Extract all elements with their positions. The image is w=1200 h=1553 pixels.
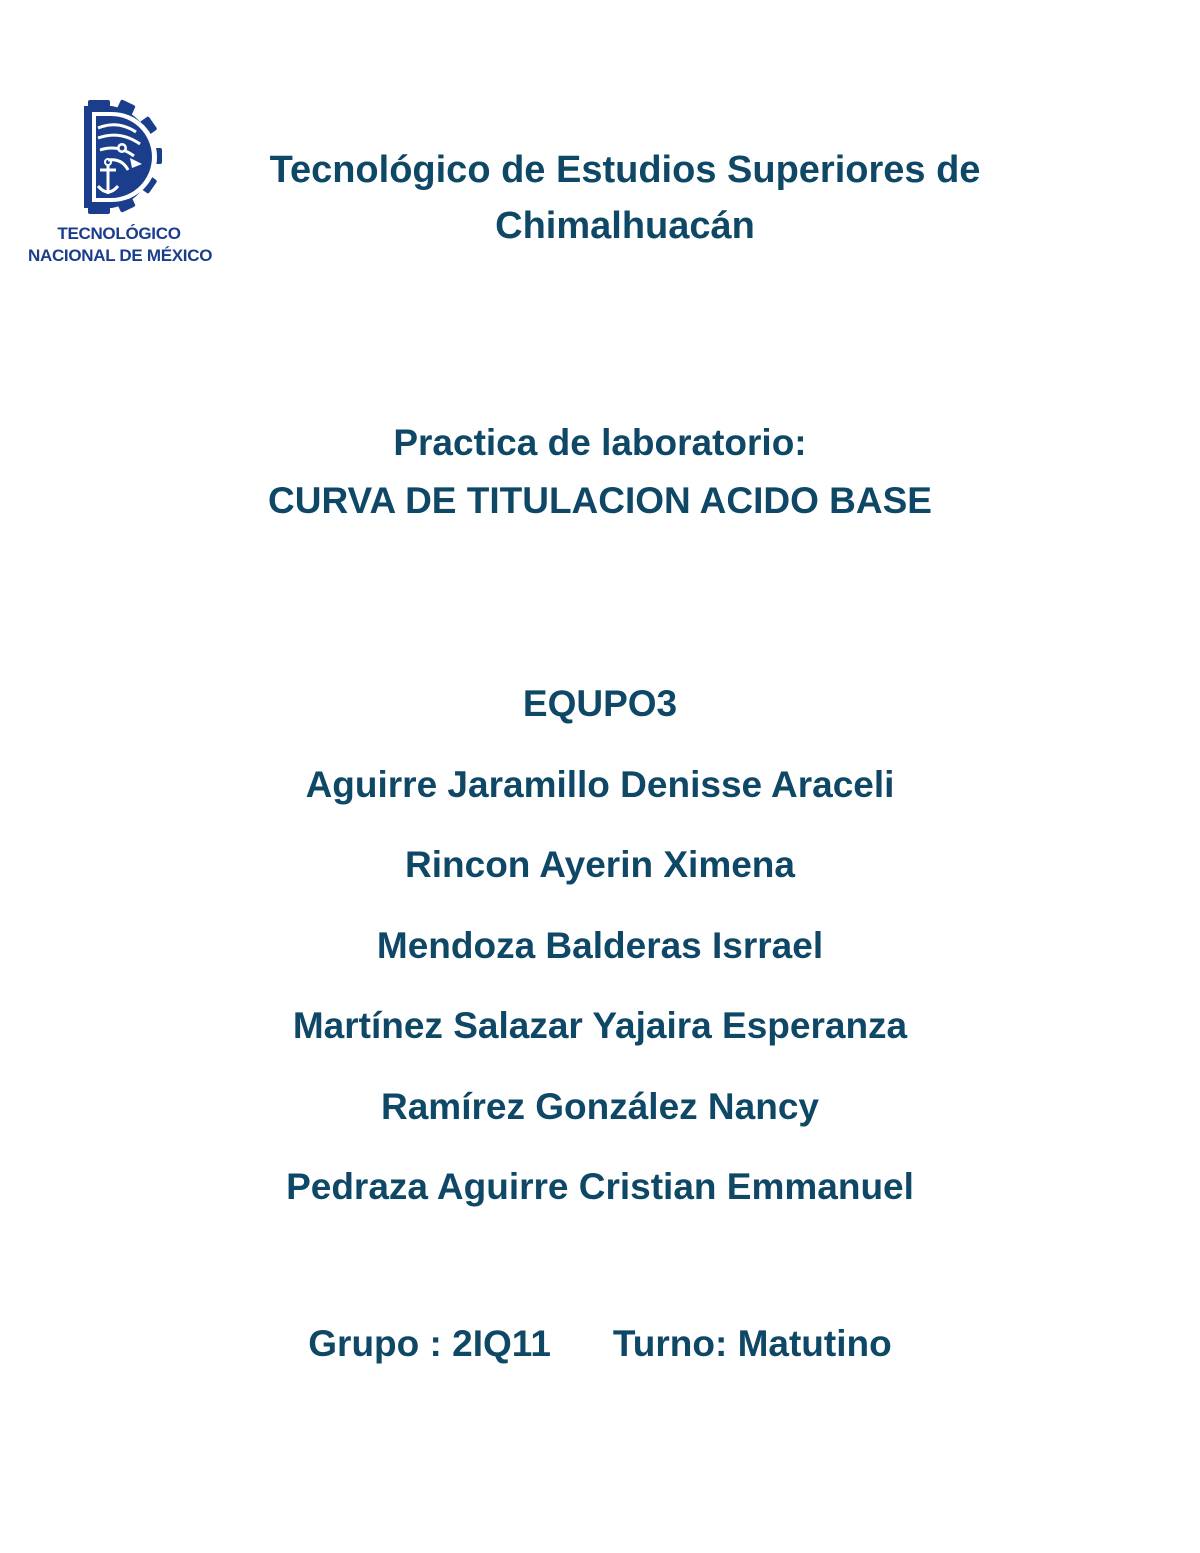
team-member: Martínez Salazar Yajaira Esperanza: [292, 1005, 908, 1046]
gear-eagle-icon: [78, 98, 162, 216]
institution-logo: [28, 98, 213, 268]
logo-text-line1: TECNOLÓGICO: [57, 224, 181, 243]
team-section: [0, 664, 1200, 1228]
institution-title: [200, 142, 1050, 254]
team-member: Aguirre Jaramillo Denisse Araceli: [305, 763, 895, 805]
institution-title-line1: Tecnológico de Estudios Superiores de: [269, 149, 981, 191]
practice-label: Practica de laboratorio:: [393, 422, 807, 463]
institution-title-line2: Chimalhuacán: [495, 205, 755, 247]
team-member: Ramírez González Nancy: [381, 1085, 819, 1127]
practice-heading: [0, 414, 1200, 530]
shift-label: Turno: Matutino: [612, 1323, 892, 1364]
team-member: Rincon Ayerin Ximena: [405, 844, 795, 885]
group-shift-line: [0, 1316, 1200, 1372]
team-member: Mendoza Balderas Isrrael: [376, 924, 824, 966]
team-label: EQUPO3: [522, 683, 678, 724]
team-member: Pedraza Aguirre Cristian Emmanuel: [286, 1166, 914, 1207]
logo-text-line2: NACIONAL DE MÉXICO: [28, 246, 213, 265]
practice-title: CURVA DE TITULACION ACIDO BASE: [268, 480, 932, 521]
group-label: Grupo : 2IQ11: [308, 1323, 551, 1364]
